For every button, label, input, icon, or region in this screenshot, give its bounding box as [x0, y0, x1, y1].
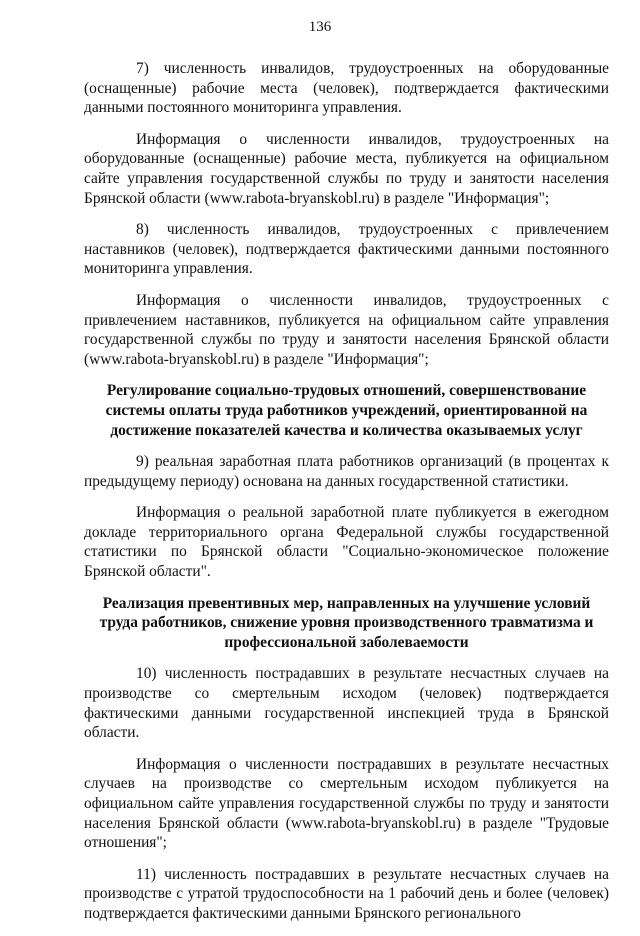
paragraph-info-8: Информация о численности инвалидов, трудоустроенных с привлечением наставников, публикуется на официальном сайте управления государственной службы по труду и занятости населения Брянской области (www.rabota-bryanskobl.ru) в разделе "Информация";	[84, 291, 609, 368]
section-heading-social-labor: Регулирование социально-трудовых отношений, совершенствование системы оплаты труда работников учреждений, ориентированной на достижение показателей качества и количества оказываемых услуг	[105, 382, 588, 439]
paragraph-info-10: Информация о численности пострадавших в результате несчастных случаев на производстве со смертельным исходом публикуется на официальном сайте управления государственной службы по труду и занятости населения Брянской области (www.rabota-bryanskobl.ru) в разделе "Трудовые отношения";	[84, 755, 609, 852]
page-body	[84, 59, 609, 936]
section-heading-preventive-measures: Реализация превентивных мер, направленных на улучшение условий труда работников, снижение уровня производственного травматизма и профессиональной заболеваемости	[99, 594, 594, 651]
paragraph-item-10: 10) численность пострадавших в результате несчастных случаев на производстве со смертельным исходом (человек) подтверждается фактическими данными государственной инспекцией труда в Брянской области.	[84, 665, 609, 742]
paragraph-item-9: 9) реальная заработная плата работников организаций (в процентах к предыдущему периоду) основана на данных государственной статистики.	[84, 453, 609, 490]
page-number: 136	[308, 19, 332, 35]
paragraph-info-7: Информация о численности инвалидов, трудоустроенных на оборудованные (оснащенные) рабочие места, публикуется на официальном сайте управления государственной службы по труду и занятости населения Брянской области (www.rabota-bryanskobl.ru) в разделе "Информация";	[84, 130, 609, 207]
paragraph-info-9: Информация о реальной заработной плате публикуется в ежегодном докладе территориального органа Федеральной службы государственной статистики по Брянской области "Социально-экономическое положение Брянской области".	[84, 504, 609, 581]
paragraph-item-11: 11) численность пострадавших в результате несчастных случаев на производстве с утратой трудоспособности на 1 рабочий день и более (человек) подтверждается фактическими данными Брянского регионального	[84, 865, 609, 922]
paragraph-item-8: 8) численность инвалидов, трудоустроенных с привлечением наставников (человек), подтверждается фактическими данными постоянного мониторинга управления.	[84, 221, 609, 278]
paragraph-item-7: 7) численность инвалидов, трудоустроенных на оборудованные (оснащенные) рабочие места (человек), подтверждается фактическими данными постоянного мониторинга управления.	[84, 60, 609, 117]
